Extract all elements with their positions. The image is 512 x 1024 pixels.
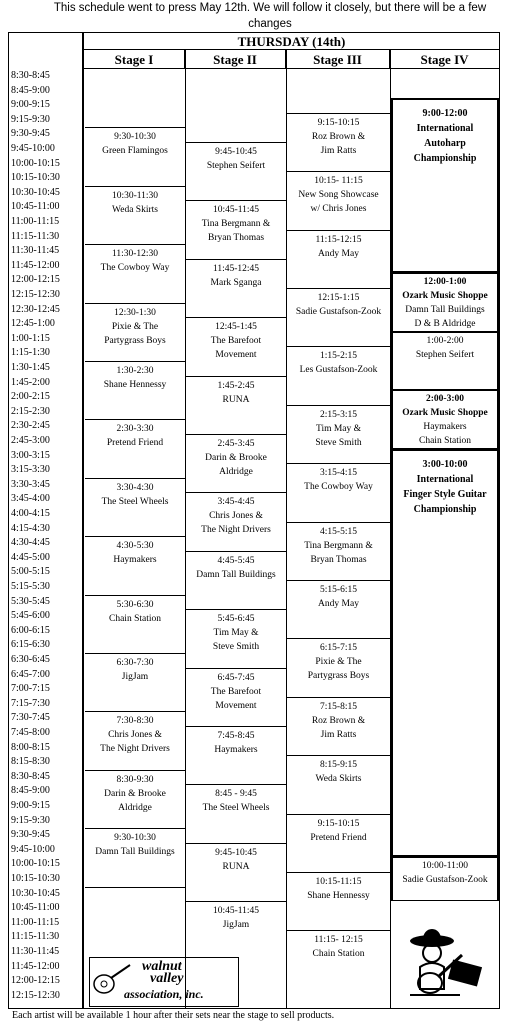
- set-time: 2:00-3:00: [426, 394, 464, 405]
- time-label: 5:30-5:45: [11, 595, 50, 607]
- time-label: 9:15-9:30: [11, 113, 50, 125]
- stage2-set: [186, 259, 286, 317]
- time-label: 5:45-6:00: [11, 610, 50, 622]
- set-time: 9:00-12:00: [422, 108, 468, 120]
- set-time: 1:30-2:30: [116, 366, 154, 376]
- set-performer: Stephen Seifert: [206, 161, 266, 171]
- stage1-set: [85, 478, 185, 536]
- set-performer: The Night Drivers: [201, 525, 271, 536]
- set-performer: International: [416, 123, 474, 135]
- time-label: 12:15-12:30: [11, 289, 60, 300]
- stage2-set: [186, 726, 286, 784]
- set-performer: RUNA: [222, 394, 250, 405]
- stage2-set: [186, 492, 286, 550]
- time-label: 3:15-3:30: [11, 464, 50, 476]
- set-performer: Finger Style Guitar: [403, 488, 487, 500]
- time-label: 5:15-5:30: [11, 581, 50, 592]
- time-label: 6:00-6:15: [11, 624, 50, 636]
- set-performer: Tina Bergmann &: [201, 219, 271, 230]
- time-label: 6:45-7:00: [11, 668, 50, 680]
- set-performer: Ozark Music Shoppe: [402, 408, 488, 419]
- set-performer: Sadie Gustafson-Zook: [402, 875, 488, 886]
- time-label: 4:45-5:00: [11, 551, 50, 563]
- time-label: 9:15-9:30: [11, 814, 50, 826]
- set-performer: Chris Jones &: [209, 511, 263, 522]
- set-performer: Championship: [413, 503, 477, 515]
- set-performer: Partygrass Boys: [104, 335, 166, 346]
- time-label: 8:45-9:00: [11, 84, 50, 96]
- set-time: 7:45-8:45: [217, 731, 255, 741]
- logo-text-walnut: walnut: [142, 959, 182, 974]
- stage3-set: [287, 872, 390, 930]
- time-label: 9:30-9:45: [11, 829, 50, 841]
- schedule-grid: [8, 32, 500, 1009]
- time-label: 9:00-9:15: [11, 800, 50, 811]
- time-label: 3:00-3:15: [11, 449, 50, 461]
- set-time: 12:00-1:00: [423, 277, 467, 288]
- set-time: 5:45-6:45: [217, 614, 255, 625]
- set-performer: The Cowboy Way: [100, 263, 170, 274]
- set-performer: Autoharp: [424, 138, 466, 150]
- press-note: This schedule went to press May 12th. We will follow it closely, but there will be a few changes: [53, 2, 487, 30]
- stage1-set: [85, 303, 185, 361]
- set-time: 11:30-12:30: [111, 249, 159, 260]
- stage1-set: [85, 711, 185, 769]
- stage3-set: [287, 697, 390, 755]
- stage4-set: [391, 857, 499, 901]
- stage1-set: [85, 127, 185, 185]
- stage2-set: [186, 142, 286, 200]
- set-performer: The Barefoot: [210, 686, 262, 697]
- time-label: 12:00-12:15: [11, 274, 60, 286]
- set-time: 10:45-11:45: [212, 906, 260, 917]
- set-time: 1:00-2:00: [426, 335, 464, 346]
- set-performer: w/ Chris Jones: [310, 204, 367, 215]
- time-label: 11:00-11:15: [11, 916, 60, 928]
- time-column: [9, 33, 84, 1008]
- stage3-set: [287, 463, 390, 521]
- set-performer: Pretend Friend: [310, 832, 367, 843]
- set-performer: Shane Hennessy: [307, 891, 370, 901]
- stage3-set: [287, 405, 390, 463]
- stage3-set: [287, 755, 390, 813]
- set-performer: Green Flamingos: [102, 146, 168, 157]
- set-performer: Movement: [215, 350, 257, 361]
- time-label: 8:15-8:30: [11, 756, 50, 768]
- set-time: 1:45-2:45: [217, 380, 255, 391]
- time-label: 4:00-4:15: [11, 508, 50, 519]
- set-performer: Pretend Friend: [106, 438, 164, 449]
- time-label: 11:30-11:45: [11, 245, 60, 257]
- walnut-valley-logo: [89, 957, 239, 1007]
- set-performer: Weda Skirts: [315, 774, 362, 785]
- set-time: 9:45-10:45: [215, 147, 257, 157]
- time-label: 11:15-11:30: [11, 230, 60, 242]
- time-label: 6:15-6:30: [11, 639, 50, 651]
- time-label: 9:45-10:00: [11, 143, 55, 154]
- stage2-set: [186, 376, 286, 434]
- set-performer: Movement: [215, 700, 257, 711]
- set-performer: Sadie Gustafson-Zook: [295, 307, 382, 317]
- set-time: 8:45 - 9:45: [215, 789, 257, 800]
- set-performer: Darin & Brooke: [104, 788, 166, 799]
- set-performer: Les Gustafson-Zook: [299, 365, 378, 376]
- time-label: 12:30-12:45: [11, 303, 60, 315]
- set-performer: Stephen Seifert: [415, 349, 475, 360]
- set-time: 10:30-11:30: [111, 190, 159, 201]
- set-performer: New Song Showcase: [298, 190, 379, 201]
- time-label: 11:30-11:45: [11, 946, 60, 957]
- stage4-championship-set: [391, 449, 499, 858]
- set-performer: JigJam: [222, 920, 250, 931]
- set-time: 4:15-5:15: [320, 526, 357, 537]
- set-performer: Andy May: [318, 248, 359, 259]
- set-time: 6:15-7:15: [320, 643, 357, 654]
- set-performer: Jim Ratts: [320, 145, 357, 156]
- time-label: 2:45-3:00: [11, 435, 50, 446]
- guitar-icon: [92, 962, 132, 996]
- stage2-set: [186, 551, 286, 609]
- stage1-set: [85, 653, 185, 711]
- set-performer: Partygrass Boys: [307, 671, 370, 682]
- set-time: 12:45-1:45: [215, 322, 257, 333]
- set-performer: Jim Ratts: [320, 729, 357, 740]
- stage4-set: [391, 332, 499, 390]
- set-time: 11:15-12:15: [315, 234, 362, 245]
- set-performer: Aldridge: [118, 802, 152, 813]
- set-performer: Tim May &: [315, 423, 362, 434]
- stage1-set: [85, 828, 185, 886]
- set-time: 3:45-4:45: [217, 497, 255, 508]
- time-label: 12:45-1:00: [11, 318, 55, 330]
- set-time: 5:30-6:30: [116, 599, 154, 610]
- stage2-set: [186, 434, 286, 492]
- set-performer: The Cowboy Way: [304, 482, 373, 493]
- time-label: 2:15-2:30: [11, 405, 50, 417]
- set-time: 5:15-6:15: [320, 585, 357, 595]
- stage-header-3: Stage III: [286, 50, 390, 69]
- set-time: 2:45-3:45: [217, 439, 255, 449]
- set-time: 10:45-11:45: [212, 205, 260, 216]
- time-label: 4:15-4:30: [11, 522, 50, 534]
- set-performer: Chain Station: [419, 436, 471, 447]
- set-performer: The Steel Wheels: [101, 496, 169, 507]
- time-label: 7:30-7:45: [11, 712, 50, 724]
- time-label: 7:15-7:30: [11, 697, 50, 709]
- set-time: 3:30-4:30: [116, 482, 154, 493]
- time-label: 4:30-4:45: [11, 537, 50, 549]
- set-performer: Haymakers: [423, 422, 467, 433]
- set-time: 9:30-10:30: [114, 833, 156, 844]
- stage1-set: [85, 595, 185, 653]
- stage-header-4: Stage IV: [390, 50, 499, 69]
- time-label: 9:30-9:45: [11, 128, 50, 140]
- day-header: THURSDAY (14th): [84, 33, 499, 50]
- set-performer: Roz Brown &: [311, 131, 366, 142]
- set-performer: Steve Smith: [315, 437, 362, 448]
- time-label: 10:30-10:45: [11, 186, 60, 198]
- stage3-set: [287, 580, 390, 638]
- set-time: 3:00-10:00: [422, 458, 468, 470]
- stage3-set: [287, 930, 390, 988]
- set-time: 9:15-10:15: [317, 818, 360, 829]
- stage1-set: [85, 419, 185, 477]
- time-label: 3:30-3:45: [11, 478, 50, 490]
- set-time: 3:15-4:15: [320, 468, 357, 479]
- time-label: 1:45-2:00: [11, 376, 50, 388]
- time-label: 5:00-5:15: [11, 566, 50, 578]
- set-time: 6:45-7:45: [217, 672, 255, 683]
- time-label: 1:30-1:45: [11, 362, 50, 373]
- set-time: 8:30-9:30: [116, 774, 154, 785]
- set-performer: Chain Station: [109, 613, 161, 624]
- set-performer: Bryan Thomas: [310, 554, 367, 565]
- stage3-set: [287, 814, 390, 872]
- set-time: 11:15- 12:15: [314, 935, 363, 946]
- time-label: 10:30-10:45: [11, 887, 60, 899]
- stage2-set: [186, 200, 286, 258]
- set-performer: Ozark Music Shoppe: [402, 291, 488, 302]
- stage3-set: [287, 288, 390, 346]
- stage3-set: [287, 346, 390, 404]
- set-performer: Darin & Brooke: [205, 453, 267, 463]
- stage3-set: [287, 171, 390, 229]
- set-performer: Damn Tall Buildings: [95, 847, 175, 858]
- time-label: 10:00-10:15: [11, 858, 60, 870]
- stage3-set: [287, 113, 390, 171]
- set-time: 8:15-9:15: [320, 760, 357, 771]
- set-performer: Steve Smith: [212, 642, 260, 653]
- time-label: 10:45-11:00: [11, 201, 60, 213]
- set-performer: Shane Hennessy: [103, 380, 167, 390]
- set-time: 12:15-1:15: [317, 293, 360, 303]
- set-performer: Pixie & The: [315, 657, 362, 668]
- set-performer: Haymakers: [113, 555, 157, 566]
- set-performer: Weda Skirts: [112, 204, 158, 215]
- stage-header-1: Stage I: [84, 50, 185, 69]
- set-time: 2:15-3:15: [320, 409, 357, 420]
- time-label: 2:00-2:15: [11, 391, 50, 403]
- stage2-set: [186, 901, 286, 959]
- set-performer: Damn Tall Buildings: [405, 305, 485, 316]
- time-label: 9:45-10:00: [11, 843, 55, 855]
- set-performer: Pixie & The: [111, 321, 159, 332]
- set-time: 10:15-11:15: [315, 877, 362, 887]
- set-performer: The Barefoot: [210, 336, 262, 347]
- time-label: 8:00-8:15: [11, 741, 50, 753]
- set-time: 4:30-5:30: [116, 541, 154, 552]
- stage3-set: [287, 522, 390, 580]
- stage1-set: [85, 244, 185, 302]
- time-label: 6:30-6:45: [11, 654, 50, 665]
- time-label: 8:45-9:00: [11, 785, 50, 797]
- stage1-set: [85, 770, 185, 828]
- set-performer: International: [416, 473, 474, 485]
- time-label: 8:30-8:45: [11, 770, 50, 782]
- stage1-set: [85, 186, 185, 244]
- logo-text-valley: valley: [150, 971, 184, 986]
- set-performer: Damn Tall Buildings: [196, 569, 276, 580]
- set-performer: Chain Station: [312, 949, 365, 960]
- stage3-set: [287, 638, 390, 696]
- set-performer: JigJam: [121, 672, 149, 682]
- set-performer: Championship: [413, 153, 477, 165]
- set-performer: Roz Brown &: [311, 715, 366, 726]
- set-performer: The Steel Wheels: [202, 803, 270, 814]
- stage2-set: [186, 609, 286, 667]
- set-performer: Tim May &: [213, 628, 259, 639]
- stage3-set: [287, 230, 390, 288]
- time-label: 10:45-11:00: [11, 902, 60, 914]
- stage2-set: [186, 843, 286, 901]
- time-label: 3:45-4:00: [11, 493, 50, 505]
- time-label: 10:00-10:15: [11, 157, 60, 169]
- time-label: 11:45-12:00: [11, 960, 60, 972]
- set-time: 12:30-1:30: [114, 307, 156, 318]
- set-time: 6:30-7:30: [116, 658, 154, 668]
- time-label: 1:15-1:30: [11, 347, 50, 359]
- set-performer: RUNA: [222, 861, 250, 872]
- set-time: 2:30-3:30: [116, 424, 154, 435]
- time-label: 9:00-9:15: [11, 99, 50, 111]
- set-time: 1:15-2:15: [320, 351, 357, 362]
- stage-header-2: Stage II: [185, 50, 286, 69]
- time-label: 11:00-11:15: [11, 216, 60, 227]
- set-performer: Aldridge: [219, 467, 253, 477]
- time-label: 10:15-10:30: [11, 873, 60, 884]
- set-performer: Mark Sganga: [210, 277, 262, 288]
- time-label: 7:00-7:15: [11, 683, 50, 695]
- set-time: 10:00-11:00: [421, 861, 469, 872]
- stage1-set: [85, 536, 185, 594]
- set-time: 7:15-8:15: [320, 701, 357, 712]
- time-label: 7:45-8:00: [11, 727, 50, 738]
- time-label: 10:15-10:30: [11, 172, 60, 184]
- time-label: 1:00-1:15: [11, 332, 50, 344]
- time-label: 11:45-12:00: [11, 259, 60, 271]
- footer-note: Each artist will be available 1 hour after their sets near the stage to sell products.: [12, 1010, 335, 1021]
- time-label: 12:00-12:15: [11, 975, 60, 987]
- logo-text-association: association, inc.: [124, 987, 204, 1001]
- set-time: 9:30-10:30: [114, 132, 156, 143]
- stage2-set: [186, 784, 286, 842]
- stage4-set: [391, 390, 499, 448]
- time-label: 12:15-12:30: [11, 989, 60, 1001]
- stage4-set: [391, 273, 499, 331]
- set-performer: Chris Jones &: [108, 730, 162, 741]
- stage2-set: [186, 317, 286, 375]
- set-time: 9:15-10:15: [317, 117, 360, 128]
- stage2-set: [186, 668, 286, 726]
- set-performer: Bryan Thomas: [207, 233, 265, 244]
- set-time: 9:45-10:45: [215, 847, 257, 858]
- time-label: 8:30-8:45: [11, 70, 50, 81]
- time-label: 11:15-11:30: [11, 931, 60, 943]
- set-performer: The Night Drivers: [100, 744, 170, 755]
- set-time: 4:45-5:45: [217, 555, 255, 566]
- time-label: 2:30-2:45: [11, 420, 50, 432]
- set-performer: Haymakers: [214, 745, 258, 755]
- set-performer: Tina Bergmann &: [304, 540, 373, 551]
- set-time: 10:15- 11:15: [314, 176, 363, 187]
- stage1-set: [85, 361, 185, 419]
- festival-cowboy-logo-icon: [400, 927, 488, 1001]
- set-performer: Andy May: [318, 599, 359, 609]
- set-performer: D & B Aldridge: [414, 319, 476, 330]
- set-time: 7:30-8:30: [116, 716, 154, 727]
- stage4-championship-set: [391, 98, 499, 273]
- set-time: 11:45-12:45: [212, 263, 260, 274]
